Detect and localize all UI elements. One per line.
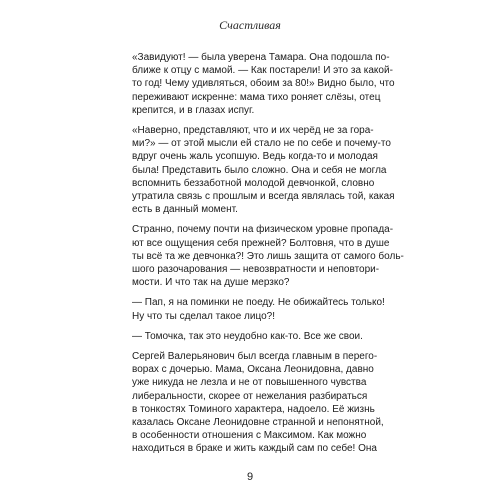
text-line: шого разочарования — невозвратности и неповтори- [132,264,380,276]
text-line: ют все ощущения себя прежней? Болтовня, что в душе [132,237,390,249]
text-line: есть в данный момент. [132,204,238,216]
paragraph-3 [132,223,404,289]
text-line: либеральности, скорее от нежелания разбираться [132,390,368,402]
text-line: вспомнить беззаботной молодой девчонкой, словно [132,177,375,189]
paragraph-5 [132,330,376,343]
paragraph-2 [132,124,395,216]
text-line: переживают искренне: мама тихо роняет слёзы, отец [132,91,381,103]
text-line: уже никуда не лезла и не от повышенного чувства [132,377,367,389]
text-line: мости. И что так на душе мерзко? [132,277,290,289]
text-line: ми?» — от этой мысли ей стало не по себе и почему-то [132,138,391,150]
text-line: вдруг очень жаль усопшую. Ведь когда-то и молодая [132,151,378,163]
text-line: была! Представить было сложно. Она и себя не могла [132,164,387,176]
text-line: в тонкостях Томиного характера, надоело. Её жизнь [132,403,375,415]
text-line: крепится, и в глазах испуг. [132,104,255,116]
page-number: 9 [246,471,254,483]
text-line: «Завидуют! — была уверена Тамара. Она подошла по- [132,52,390,63]
text-line: то год! Чему удивляться, обоим за 80!» Видно было, что [132,78,395,90]
text-line: Сергей Валерьянович был всегда главным в перего- [132,351,378,363]
text-line: утратила связь с прошлым и всегда являлась той, какая [132,191,395,203]
text-line: — Томочка, так это неудобно как-то. Все же свои. [132,330,363,342]
text-line: находиться в браке и жить каждый сам по себе! Она [132,443,377,455]
page-body [132,51,404,463]
text-line: казалась Оксане Леонидовне странной и непонятной, [132,417,384,429]
text-line: Странно, почему почти на физическом уровне пропада- [132,224,394,236]
text-line: ты всё та же девчонка?! Это лишь защита от самого боль- [132,250,404,262]
text-line: ближе к отцу с мамой. — Как постарели! И это за какой- [132,65,393,77]
text-line: Ну что ты сделал такое лицо?! [132,310,275,322]
paragraph-6 [132,350,384,456]
text-line: «Наверно, представляют, что и их черёд не за гора- [132,125,374,137]
running-head: Счастливая [219,18,281,32]
paragraph-4 [132,296,385,322]
paragraph-1 [132,51,395,117]
text-line: в особенности отношения с Максимом. Как можно [132,430,367,442]
text-line: ворах с дочерью. Мама, Оксана Леонидовна, давно [132,364,374,376]
text-line: — Пап, я на поминки не поеду. Не обижайтесь только! [132,297,385,309]
